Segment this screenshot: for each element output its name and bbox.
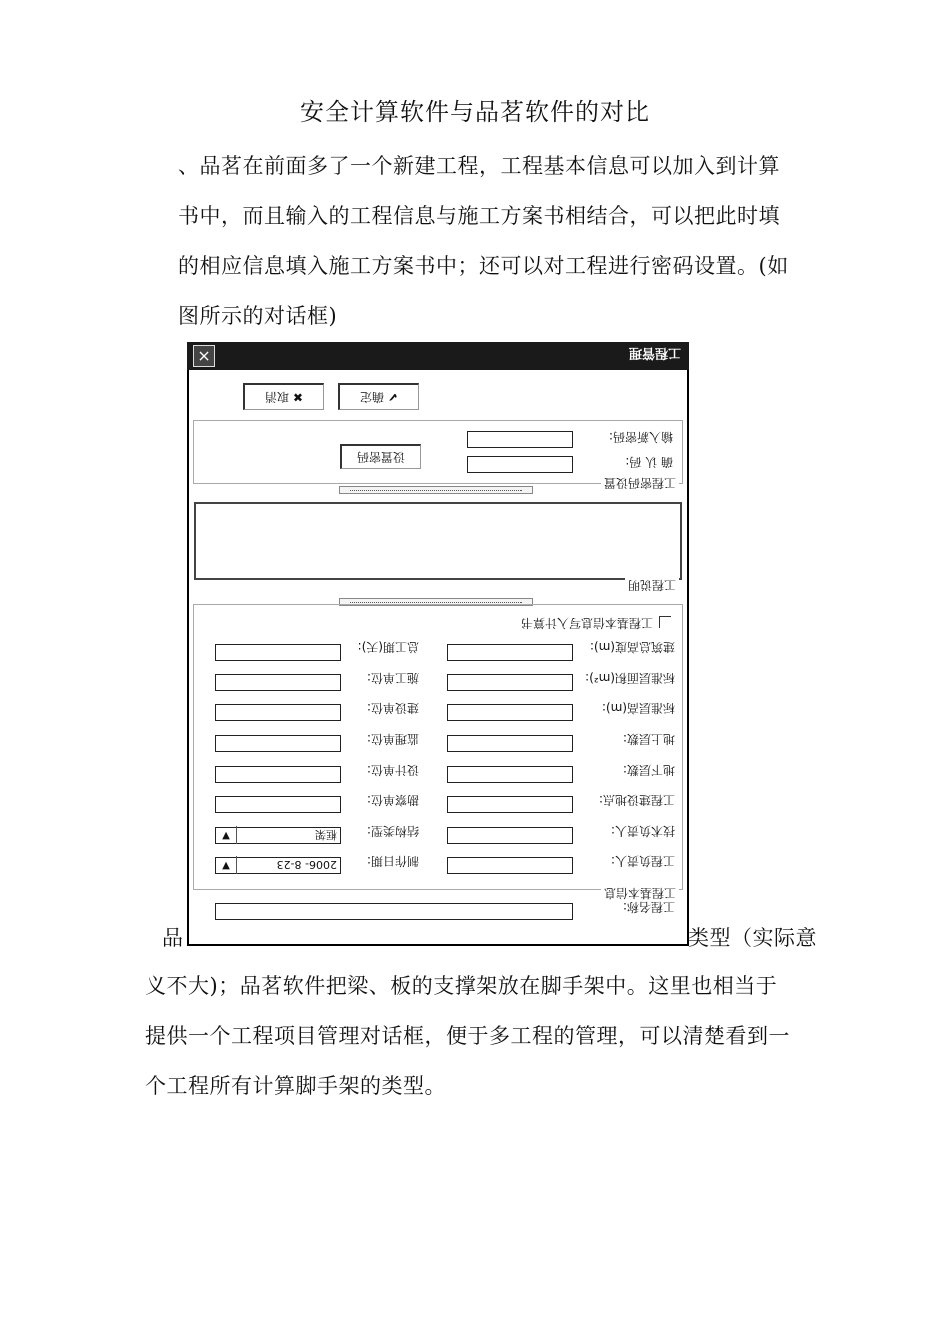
- new-password-input[interactable]: [467, 431, 573, 448]
- paragraph-2-line-3: 提供一个工程项目管理对话框，便于多工程的管理，可以清楚看到一: [145, 1024, 790, 1048]
- field-label-right-1: 总工期(天):: [357, 640, 419, 654]
- field-label-left-5: 地下层数:: [622, 763, 675, 777]
- field-input-left-3[interactable]: [447, 704, 573, 721]
- splitter-top[interactable]: [339, 486, 533, 494]
- field-input-right-6[interactable]: [215, 796, 341, 813]
- paragraph-2-line-4: 个工程所有计算脚手架的类型。: [145, 1074, 446, 1098]
- field-input-right-5[interactable]: [215, 766, 341, 783]
- write-info-checkbox-label: 工程基本信息写入计算书: [520, 616, 653, 630]
- description-textarea[interactable]: [194, 502, 682, 580]
- structure-type-select[interactable]: [215, 827, 341, 844]
- password-group-title: 工程密码设置: [601, 475, 679, 492]
- field-input-right-1[interactable]: [215, 644, 341, 661]
- field-input-left-6[interactable]: [447, 796, 573, 813]
- cancel-button-label: 取消: [264, 390, 289, 404]
- new-password-label: 输入新密码:: [608, 430, 673, 444]
- close-icon[interactable]: ×: [193, 345, 215, 367]
- field-label-left-4: 地上层数:: [622, 732, 675, 746]
- paragraph-1-line-2: 书中，而且输入的工程信息与施工方案书相结合，可以把此时填: [178, 204, 780, 228]
- paragraph-2-line-1-start: 品: [162, 926, 184, 950]
- project-name-input[interactable]: [215, 903, 573, 920]
- field-label-left-6: 工程建设地点:: [598, 793, 675, 807]
- field-label-right-6: 勘察单位:: [366, 793, 419, 807]
- field-label-left-7: 技术负责人:: [610, 824, 675, 838]
- chevron-down-icon-date[interactable]: ▼: [216, 856, 237, 874]
- field-input-left-2[interactable]: [447, 674, 573, 691]
- field-input-right-2[interactable]: [215, 674, 341, 691]
- field-label-left-2: 标准层面积(m²):: [585, 671, 675, 685]
- field-input-left-4[interactable]: [447, 735, 573, 752]
- ok-button[interactable]: [338, 383, 419, 410]
- field-label-right-5: 设计单位:: [366, 763, 419, 777]
- cross-icon: ✖: [292, 390, 304, 404]
- paragraph-1-line-3: 的相应信息填入施工方案书中；还可以对工程进行密码设置。(如: [178, 254, 789, 278]
- field-label-right-8: 制作日期:: [366, 854, 419, 868]
- date-picker[interactable]: [215, 857, 341, 874]
- paragraph-1-line-1: 、品茗在前面多了一个新建工程，工程基本信息可以加入到计算: [178, 154, 780, 178]
- paragraph-1-line-4: 图所示的对话框): [178, 304, 338, 328]
- field-label-left-3: 标准层高(m):: [601, 701, 675, 715]
- set-password-button[interactable]: 设置密码: [340, 444, 421, 469]
- dialog-title: 工程管理: [628, 345, 681, 360]
- field-label-right-3: 建设单位:: [366, 701, 419, 715]
- field-input-left-1[interactable]: [447, 644, 573, 661]
- field-label-right-7: 结构类型:: [366, 824, 419, 838]
- paragraph-2-line-1-end: 类型（实际意: [688, 926, 817, 950]
- splitter-top-grip: [350, 490, 522, 491]
- description-title: 工程说明: [625, 577, 679, 594]
- field-input-left-7[interactable]: [447, 827, 573, 844]
- dialog-titlebar: [187, 342, 689, 370]
- field-label-right-4: 监理单位:: [366, 732, 419, 746]
- project-name-label-text: 工程名称:: [622, 900, 675, 914]
- confirm-password-input[interactable]: [467, 456, 573, 473]
- paragraph-2-line-2: 义不大)；品茗软件把梁、板的支撑架放在脚手架中。这里也相当于: [145, 974, 778, 998]
- field-label-left-8: 工程负责人:: [610, 854, 675, 868]
- date-value: 2006- 8-23: [276, 858, 337, 871]
- structure-type-value: 框架: [315, 828, 337, 841]
- project-dialog-screenshot: [187, 342, 689, 946]
- field-input-left-8[interactable]: [447, 857, 573, 874]
- field-input-right-3[interactable]: [215, 704, 341, 721]
- field-label-left-1: 建筑总高度(m):: [589, 640, 675, 654]
- field-input-left-5[interactable]: [447, 766, 573, 783]
- chevron-down-icon[interactable]: ▼: [216, 826, 237, 844]
- project-info-group-title: 工程基本信息: [601, 885, 679, 902]
- write-info-checkbox[interactable]: [659, 616, 671, 628]
- field-label-right-2: 施工单位:: [366, 671, 419, 685]
- field-input-right-4[interactable]: [215, 735, 341, 752]
- cancel-button[interactable]: [243, 383, 324, 410]
- document-title: 安全计算软件与品茗软件的对比: [300, 98, 650, 126]
- confirm-password-label: 确 认 码:: [625, 455, 673, 469]
- check-icon: ✔: [387, 390, 399, 404]
- splitter-bottom-grip: [350, 602, 522, 603]
- ok-button-label: 确定: [359, 390, 384, 404]
